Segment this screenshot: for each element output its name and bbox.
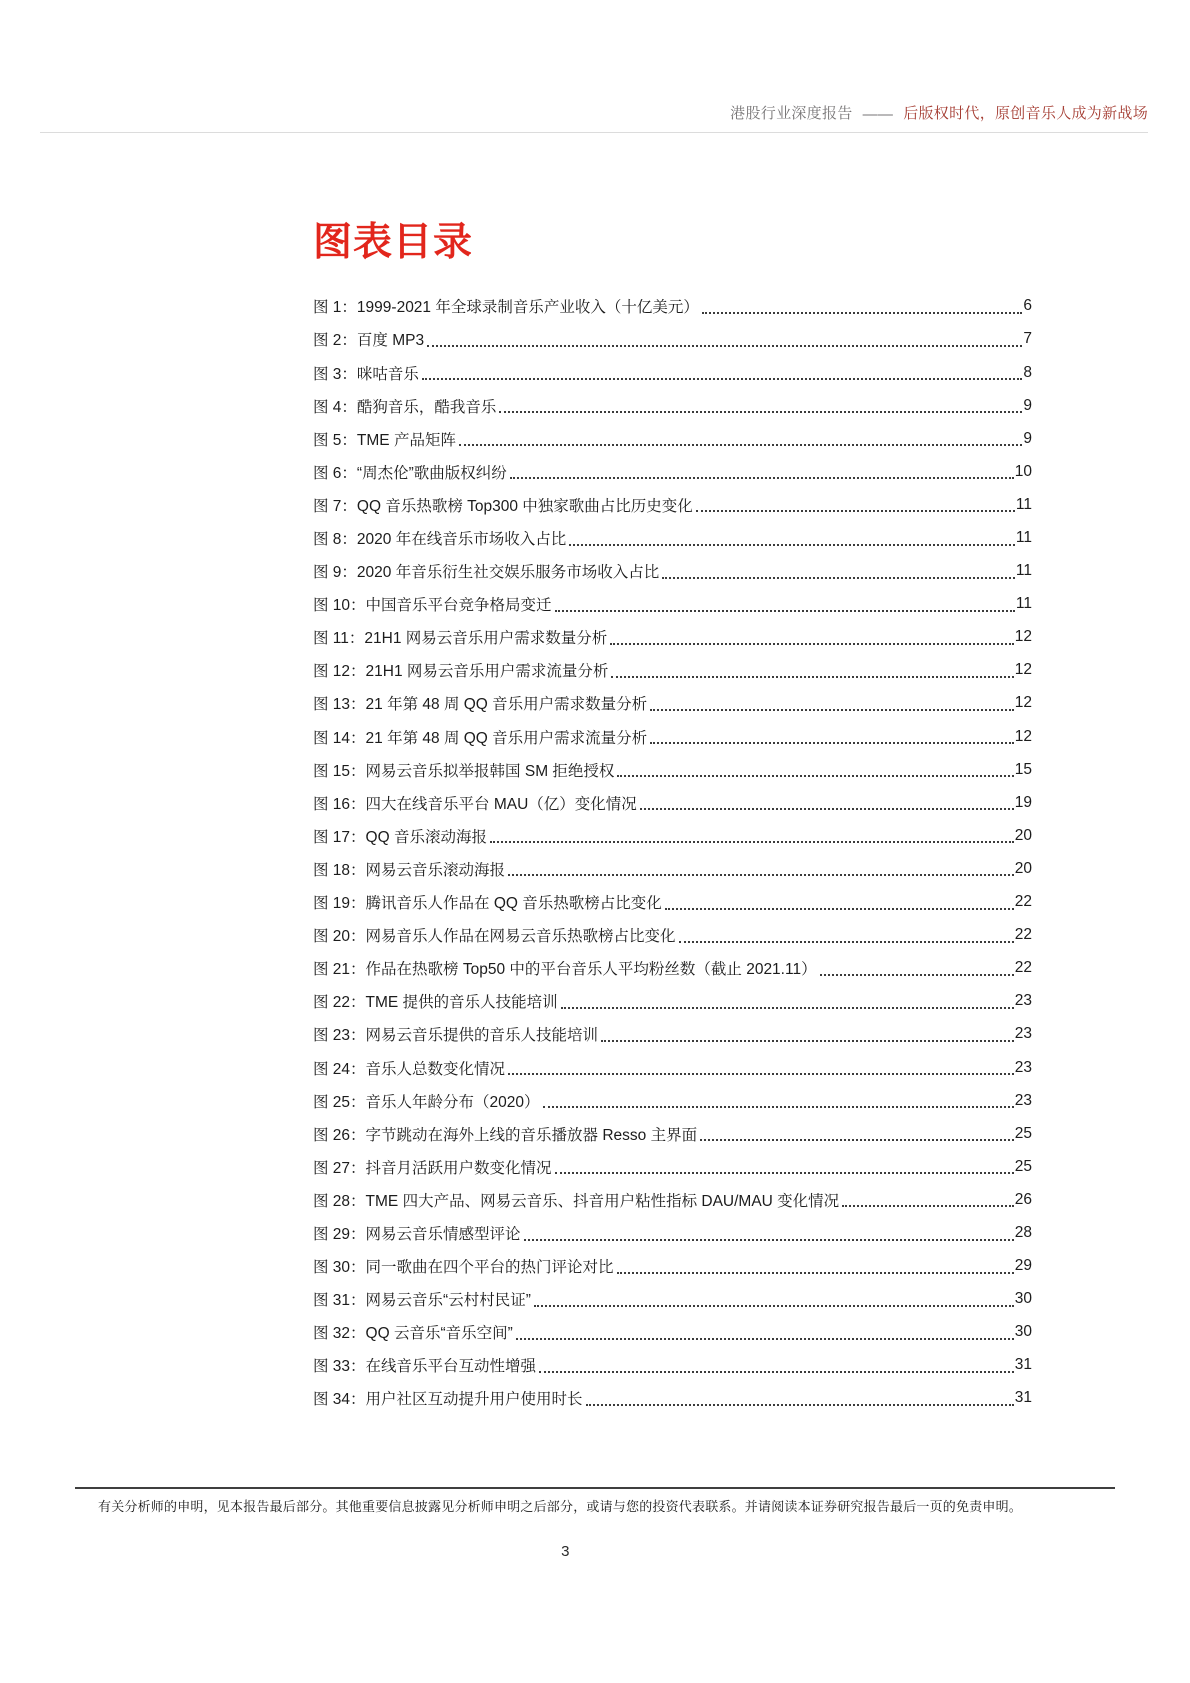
toc-entry-label: 图 5：TME 产品矩阵 bbox=[313, 431, 456, 449]
toc-entry-row[interactable] bbox=[313, 588, 1032, 621]
toc-entry-label: 图 10：中国音乐平台竞争格局变迁 bbox=[313, 597, 552, 615]
toc-entry-page-number: 25 bbox=[1014, 1124, 1032, 1142]
toc-entry-row[interactable] bbox=[313, 521, 1032, 554]
toc-dot-leader bbox=[536, 1349, 1015, 1382]
toc-dot-leader bbox=[637, 786, 1015, 819]
toc-entry-label: 图 18：网易云音乐滚动海报 bbox=[313, 861, 506, 879]
toc-dot-leader bbox=[662, 885, 1015, 918]
toc-entry-page-number: 11 bbox=[1015, 562, 1032, 580]
toc-dot-leader bbox=[608, 654, 1014, 687]
toc-entry-page-number: 23 bbox=[1014, 1025, 1032, 1043]
toc-entry-label: 图 23：网易云音乐提供的音乐人技能培训 bbox=[313, 1027, 599, 1045]
toc-entry-label: 图 24：音乐人总数变化情况 bbox=[313, 1060, 506, 1078]
toc-dot-leader bbox=[540, 1084, 1015, 1117]
toc-entry-row[interactable] bbox=[313, 1349, 1032, 1382]
toc-dot-leader bbox=[614, 753, 1014, 786]
toc-entry-page-number: 10 bbox=[1014, 462, 1032, 480]
toc-dot-leader bbox=[456, 422, 1023, 455]
footer-page-number: 3 bbox=[561, 1543, 570, 1560]
toc-entry-page-number: 22 bbox=[1014, 959, 1032, 977]
toc-entry-page-number: 11 bbox=[1015, 495, 1032, 513]
toc-entry-page-number: 26 bbox=[1014, 1190, 1032, 1208]
toc-dot-leader bbox=[496, 389, 1023, 422]
toc-entry-label: 图 15：网易云音乐拟举报韩国 SM 拒绝授权 bbox=[313, 762, 615, 780]
toc-entry-row[interactable] bbox=[313, 885, 1032, 918]
toc-entry-page-number: 19 bbox=[1014, 793, 1032, 811]
toc-dot-leader bbox=[552, 588, 1016, 621]
header-separator-dash: —— bbox=[862, 106, 894, 123]
toc-entry-row[interactable] bbox=[313, 1051, 1032, 1084]
toc-entry-page-number: 12 bbox=[1014, 727, 1032, 745]
toc-entry-label: 图 9：2020 年音乐衍生社交娱乐服务市场收入占比 bbox=[313, 564, 660, 582]
toc-entry-page-number: 25 bbox=[1014, 1157, 1032, 1175]
toc-entry-page-number: 8 bbox=[1023, 363, 1032, 381]
toc-entry-row[interactable] bbox=[313, 389, 1032, 422]
toc-dot-leader bbox=[531, 1283, 1015, 1316]
toc-entry-row[interactable] bbox=[313, 919, 1032, 952]
toc-entry-label: 图 32：QQ 云音乐“音乐空间” bbox=[313, 1325, 513, 1343]
toc-dot-leader bbox=[697, 1117, 1015, 1150]
toc-entry-label: 图 33：在线音乐平台互动性增强 bbox=[313, 1358, 537, 1376]
toc-entry-row[interactable] bbox=[313, 687, 1032, 720]
toc-entry-label: 图 1：1999-2021 年全球录制音乐产业收入（十亿美元） bbox=[313, 299, 699, 317]
toc-dot-leader bbox=[566, 521, 1016, 554]
toc-entry-page-number: 20 bbox=[1014, 826, 1032, 844]
toc-entry-label: 图 22：TME 提供的音乐人技能培训 bbox=[313, 994, 558, 1012]
toc-entry-page-number: 29 bbox=[1014, 1257, 1032, 1275]
toc-entry-label: 图 28：TME 四大产品、网易云音乐、抖音用户粘性指标 DAU/MAU 变化情况 bbox=[313, 1192, 840, 1210]
toc-entry-row[interactable] bbox=[313, 1250, 1032, 1283]
toc-entry-page-number: 12 bbox=[1014, 694, 1032, 712]
toc-dot-leader bbox=[424, 323, 1023, 356]
toc-dot-leader bbox=[507, 455, 1015, 488]
footer-disclaimer-text: 有关分析师的申明，见本报告最后部分。其他重要信息披露见分析师申明之后部分，或请与您的投资代表联系。并请阅读本证券研究报告最后一页的免责申明。 bbox=[98, 1499, 1023, 1514]
toc-entry-page-number: 23 bbox=[1014, 992, 1032, 1010]
toc-entry-page-number: 15 bbox=[1014, 760, 1032, 778]
toc-entry-row[interactable] bbox=[313, 819, 1032, 852]
toc-entry-row[interactable] bbox=[313, 1084, 1032, 1117]
toc-entry-label: 图 11：21H1 网易云音乐用户需求数量分析 bbox=[313, 630, 608, 648]
toc-entry-page-number: 6 bbox=[1023, 297, 1032, 315]
toc-entry-label: 图 34：用户社区互动提升用户使用时长 bbox=[313, 1391, 583, 1409]
toc-entry-row[interactable] bbox=[313, 985, 1032, 1018]
toc-dot-leader bbox=[839, 1183, 1015, 1216]
toc-entry-row[interactable] bbox=[313, 455, 1032, 488]
toc-entry-label: 图 7：QQ 音乐热歌榜 Top300 中独家歌曲占比历史变化 bbox=[313, 497, 693, 515]
toc-dot-leader bbox=[676, 919, 1015, 952]
toc-entry-row[interactable] bbox=[313, 1216, 1032, 1249]
toc-dot-leader bbox=[598, 1018, 1015, 1051]
toc-entry-label: 图 14：21 年第 48 周 QQ 音乐用户需求流量分析 bbox=[313, 729, 648, 747]
toc-entry-page-number: 23 bbox=[1014, 1058, 1032, 1076]
toc-entry-label: 图 27：抖音月活跃用户数变化情况 bbox=[313, 1159, 552, 1177]
toc-entry-row[interactable] bbox=[313, 654, 1032, 687]
toc-entry-page-number: 12 bbox=[1014, 661, 1032, 679]
toc-entry-row[interactable] bbox=[313, 422, 1032, 455]
toc-entry-row[interactable] bbox=[313, 753, 1032, 786]
toc-dot-leader bbox=[521, 1216, 1015, 1249]
toc-entry-label: 图 17：QQ 音乐滚动海报 bbox=[313, 828, 487, 846]
toc-entry-page-number: 11 bbox=[1015, 595, 1032, 613]
toc-dot-leader bbox=[607, 621, 1014, 654]
toc-entry-row[interactable] bbox=[313, 555, 1032, 588]
toc-entry-row[interactable] bbox=[313, 356, 1032, 389]
toc-entry-page-number: 22 bbox=[1014, 893, 1032, 911]
toc-entry-label: 图 30：同一歌曲在四个平台的热门评论对比 bbox=[313, 1259, 614, 1277]
toc-entry-label: 图 19：腾讯音乐人作品在 QQ 音乐热歌榜占比变化 bbox=[313, 895, 662, 913]
toc-entry-page-number: 9 bbox=[1023, 429, 1032, 447]
toc-entry-page-number: 30 bbox=[1014, 1323, 1032, 1341]
toc-entry-label: 图 13：21 年第 48 周 QQ 音乐用户需求数量分析 bbox=[313, 696, 648, 714]
toc-entry-page-number: 23 bbox=[1014, 1091, 1032, 1109]
toc-dot-leader bbox=[505, 852, 1015, 885]
toc-dot-leader bbox=[558, 985, 1015, 1018]
toc-entry-page-number: 20 bbox=[1014, 859, 1032, 877]
toc-dot-leader bbox=[647, 687, 1015, 720]
toc-entry-label: 图 12：21H1 网易云音乐用户需求流量分析 bbox=[313, 663, 609, 681]
toc-dot-leader bbox=[419, 356, 1023, 389]
toc-entry-row[interactable] bbox=[313, 1150, 1032, 1183]
toc-entry-label: 图 4：酷狗音乐，酷我音乐 bbox=[313, 398, 497, 416]
header-report-title: 后版权时代，原创音乐人成为新战场 bbox=[903, 105, 1148, 122]
main-content bbox=[313, 0, 1032, 1415]
toc-entry-row[interactable] bbox=[313, 290, 1032, 323]
toc-entry-row[interactable] bbox=[313, 952, 1032, 985]
toc-entry-row[interactable] bbox=[313, 1183, 1032, 1216]
toc-dot-leader bbox=[699, 290, 1024, 323]
toc-entry-label: 图 26：字节跳动在海外上线的音乐播放器 Resso 主界面 bbox=[313, 1126, 698, 1144]
figures-toc-title: 图表目录 bbox=[313, 221, 474, 264]
toc-entry-label: 图 29：网易云音乐情感型评论 bbox=[313, 1225, 521, 1243]
toc-entry-row[interactable] bbox=[313, 1117, 1032, 1150]
toc-entry-row[interactable] bbox=[313, 1316, 1032, 1349]
toc-dot-leader bbox=[659, 555, 1016, 588]
toc-entry-row[interactable] bbox=[313, 1283, 1032, 1316]
toc-entry-row[interactable] bbox=[313, 621, 1032, 654]
toc-dot-leader bbox=[487, 819, 1015, 852]
toc-entry-label: 图 21：作品在热歌榜 Top50 中的平台音乐人平均粉丝数（截止 2021.11） bbox=[313, 961, 817, 979]
toc-entry-page-number: 22 bbox=[1014, 926, 1032, 944]
header-report-type: 港股行业深度报告 bbox=[730, 105, 853, 122]
toc-entry-row[interactable] bbox=[313, 1382, 1032, 1415]
toc-entry-label: 图 8：2020 年在线音乐市场收入占比 bbox=[313, 531, 567, 548]
toc-dot-leader bbox=[513, 1316, 1015, 1349]
toc-entry-label: 图 31：网易云音乐“云村村民证” bbox=[313, 1292, 531, 1310]
toc-entry-page-number: 28 bbox=[1014, 1223, 1032, 1241]
toc-entry-row[interactable] bbox=[313, 720, 1032, 753]
toc-entry-label: 图 2：百度 MP3 bbox=[313, 332, 425, 350]
toc-entry-row[interactable] bbox=[313, 1018, 1032, 1051]
toc-entry-page-number: 9 bbox=[1023, 396, 1032, 414]
toc-entry-page-number: 31 bbox=[1014, 1356, 1032, 1374]
toc-dot-leader bbox=[693, 488, 1016, 521]
toc-dot-leader bbox=[552, 1150, 1015, 1183]
footer-divider-line bbox=[75, 1487, 1115, 1489]
toc-dot-leader bbox=[505, 1051, 1015, 1084]
toc-dot-leader bbox=[647, 720, 1015, 753]
toc-entry-row[interactable] bbox=[313, 323, 1032, 356]
toc-entry-label: 图 6：“周杰伦”歌曲版权纠纷 bbox=[313, 464, 507, 482]
toc-entry-label: 图 20：网易音乐人作品在网易云音乐热歌榜占比变化 bbox=[313, 928, 676, 946]
toc-entry-label: 图 25：音乐人年龄分布（2020） bbox=[313, 1093, 540, 1111]
toc-entry-page-number: 31 bbox=[1014, 1389, 1032, 1407]
toc-dot-leader bbox=[817, 952, 1015, 985]
toc-entry-page-number: 30 bbox=[1014, 1290, 1032, 1308]
toc-entry-page-number: 11 bbox=[1015, 529, 1032, 546]
toc-entry-label: 图 3：咪咕音乐 bbox=[313, 365, 419, 383]
toc-dot-leader bbox=[614, 1250, 1015, 1283]
toc-entry-row[interactable] bbox=[313, 786, 1032, 819]
toc-entry-page-number: 7 bbox=[1023, 330, 1032, 348]
figures-toc-list bbox=[313, 290, 1032, 1415]
toc-dot-leader bbox=[583, 1382, 1015, 1415]
toc-entry-row[interactable] bbox=[313, 852, 1032, 885]
toc-entry-row[interactable] bbox=[313, 488, 1032, 521]
toc-entry-page-number: 12 bbox=[1014, 628, 1032, 646]
toc-entry-label: 图 16：四大在线音乐平台 MAU（亿）变化情况 bbox=[313, 795, 637, 813]
